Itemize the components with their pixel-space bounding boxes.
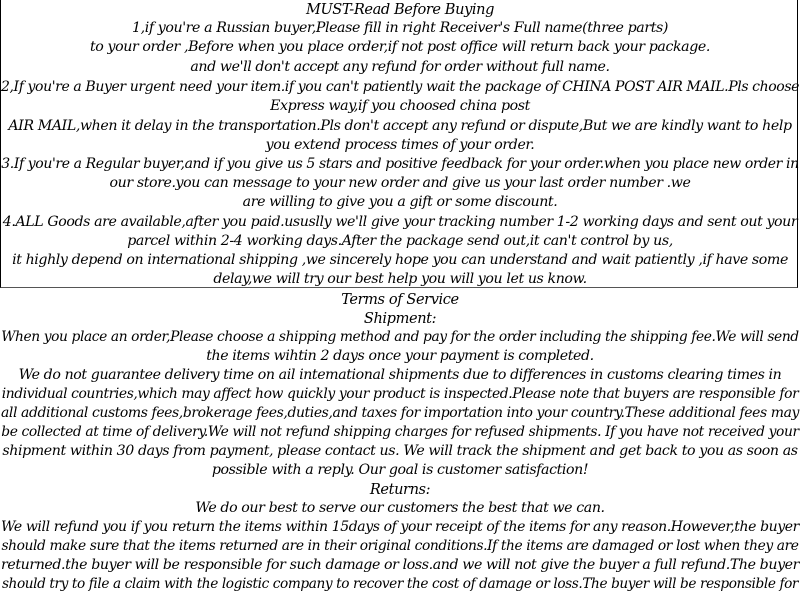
shipment-line: all additional customs fees,brokerage fees,duties,and taxes for importation into your country.These additional fees may (0, 405, 800, 421)
shipment-line: individual countries,which may affect how quickly your product is inspected.Please note that buyers are responsible for (1, 386, 799, 402)
notice-line: our store.you can message to your new order and give us your last order number .we (109, 175, 691, 191)
shipment-line: possible with a reply. Our goal is customer satisfaction! (211, 462, 589, 478)
shipment-line: shipment within 30 days from payment, please contact us. We will track the shipment and get back to you as soon as (2, 443, 798, 459)
terms-title: Terms of Service (341, 291, 459, 308)
notice-line: and we'll don't accept any refund for order without full name. (190, 59, 610, 75)
shipment-line: the items wihtin 2 days once your payment is completed. (206, 348, 594, 364)
returns-line: should try to file a claim with the logistic company to recover the cost of damage or loss.The buyer will be responsible for (1, 576, 799, 592)
notice-line: Express way,if you choosed china post (270, 98, 530, 114)
notice-line: parcel within 2-4 working days.After the package send out,it can't control by us, (127, 233, 673, 249)
shipment-line: We do not guarantee delivery time on ail intemational shipments due to differences in customs clearing times in (18, 367, 782, 383)
returns-line: We will refund you if you return the items within 15days of your receipt of the items for any reason.However,the buyer (1, 519, 799, 535)
notice-line: 3.If you're a Regular buyer,and if you give us 5 stars and positive feedback for your order.when you place new order in (1, 156, 799, 172)
returns-line: We do our best to serve our customers the best that we can. (195, 500, 605, 516)
notice-line: AIR MAIL,when it delay in the transportation.Pls don't accept any refund or dispute,But we are kindly want to help (8, 118, 792, 134)
notice-line: delay,we will try our best help you will you let us know. (213, 271, 587, 287)
must-read-title: MUST-Read Before Buying (305, 1, 495, 18)
shipment-line: be collected at time of delivery.We will not refund shipping charges for refused shipments. If you have not received your (1, 424, 799, 440)
returns-line: should make sure that the items returned are in their original conditions.If the items are damaged or lost when they are (1, 538, 799, 554)
notice-line: 4.ALL Goods are available,after you paid.ususlly we'll give your tracking number 1-2 working days and sent out your (2, 214, 798, 230)
shipment-line: When you place an order,Please choose a shipping method and pay for the order including the shipping fee.We will send (1, 329, 799, 345)
shipment-heading: Shipment: (363, 310, 437, 327)
returns-heading: Returns: (369, 481, 431, 498)
notice-line: 1,if you're a Russian buyer,Please fill in right Receiver's Full name(three parts) (131, 20, 668, 36)
notice-line: it highly depend on international shipping ,we sincerely hope you can understand and wait patiently ,if have some (12, 252, 788, 268)
notice-line: 2,If you're a Buyer urgent need your item.if you can't patiently wait the package of CHINA POST AIR MAIL.Pls choose (0, 79, 800, 95)
notice-line: to your order ,Before when you place order,if not post office will return back your package. (90, 39, 710, 55)
notice-line: are willing to give you a gift or some discount. (242, 194, 558, 210)
notice-line: you extend process times of your order. (265, 137, 535, 153)
returns-line: returned.the buyer will be responsible for such damage or loss.and we will not give the buyer a full refund.The buyer (0, 557, 800, 573)
